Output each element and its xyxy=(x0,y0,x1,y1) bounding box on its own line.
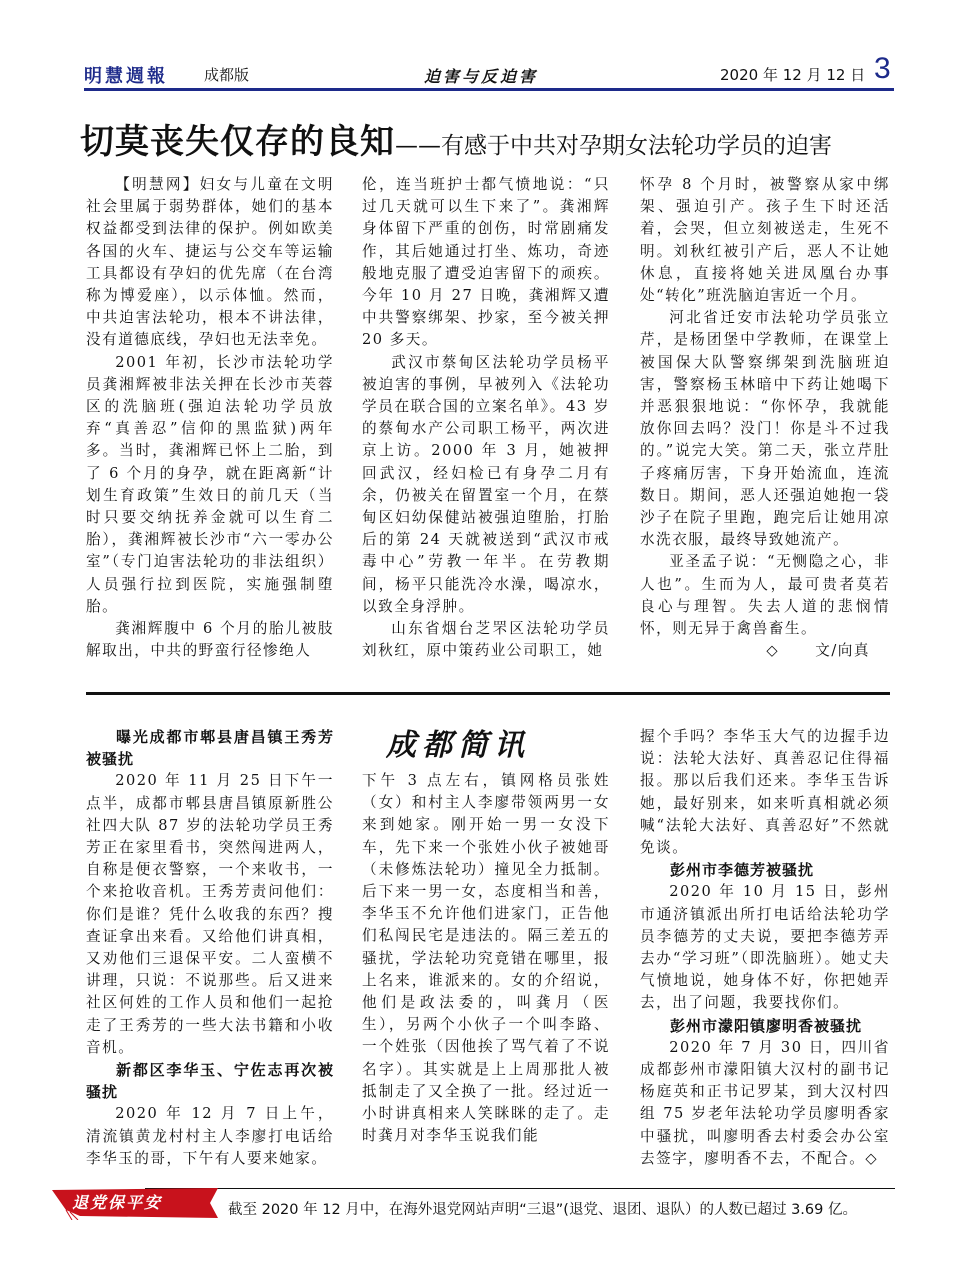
briefs-title: 成都简讯 xyxy=(386,728,530,763)
issue-date: 2020 年 12 月 12 日 xyxy=(720,66,866,84)
story-heading: 曝光成都市郫县唐昌镇王秀芳被骚扰 xyxy=(86,728,334,769)
headline-main: 切莫丧失仅存的良知 xyxy=(80,122,395,162)
article-paragraph: 怀孕 8 个月时，被警察从家中绑架、强迫引产。孩子生下时还活着，会哭，但立刻被送走，生死不明。刘秋红被引产后，恶人不让她休息，直接将她关进凤凰台办事处“转化”班洗脑迫害近一个月。 xyxy=(640,176,890,305)
article-paragraph: 【明慧网】妇女与儿童在文明社会里属于弱势群体，她们的基本权益都受到法律的保护。例如欧美各国的火车、捷运与公交车等运输工具都设有孕妇的优先席（在台湾称为博爱座），以示体恤。然而，中共迫害法轮功，根本不讲法律，没有道德底线，孕妇也无法幸免。 xyxy=(86,176,334,349)
article-paragraph: 伦，连当班护士都气愤地说：“只过几天就可以生下来了”。龚湘辉身体留下严重的创伤，时常剧痛发作，其后她通过打坐、炼功，奇迹般地克服了遭受迫害留下的顽疾。今年 10 月 27 日晚，龚湘辉又遭中共警察绑架、抄家，至今被关押 20 多天。 xyxy=(362,176,610,349)
end-mark-icon: ◇ xyxy=(766,642,780,660)
article-signature xyxy=(640,640,890,662)
story-heading: 彭州市李德芳被骚扰 xyxy=(670,861,815,880)
headline xyxy=(80,114,900,163)
edition-label: 成都版 xyxy=(204,66,250,84)
story-body: 2020 年 7 月 30 日，四川省成都彭州市濛阳镇大汉村的副书记杨庭英和正书记罗某，到大汉村四组 75 岁老年法轮功学员廖明香家中骚扰，叫廖明香去村委会办公室去签字，廖明香不去，不配合。◇ xyxy=(640,1038,890,1167)
briefs-column-2 xyxy=(362,770,610,1147)
footer-rule xyxy=(145,1188,895,1189)
byline: 文/向真 xyxy=(815,642,870,660)
banner-label: 退党保平安 xyxy=(72,1193,163,1212)
article-column-1 xyxy=(86,174,334,662)
newspaper-brand: 明慧週報 xyxy=(84,66,168,87)
footer-announcement: 截至 2020 年 12 月中，在海外退党网站声明“三退”(退党、退团、退队）的人数已超过 3.69 亿。 xyxy=(228,1202,857,1218)
section-divider xyxy=(86,692,890,695)
article-paragraph: 2001 年初，长沙市法轮功学员龚湘辉被非法关押在长沙市芙蓉区的洗脑班(强迫法轮功学员放弃“真善忍”信仰的黑监狱)两年多。当时，龚湘辉已怀上二胎，到了 6 个月的身孕，就在距离新“计划生育政策”生效日的前几天（当时只要交纳抚养金就可以生育二胎），龚湘辉被长沙市“六一零办公室”（专门迫害法轮功的非法组织）人员强行拉到医院，实施强制堕胎。 xyxy=(86,353,334,615)
masthead-rule xyxy=(84,88,894,91)
article-paragraph: 山东省烟台芝罘区法轮功学员刘秋红，原中策药业公司职工，她 xyxy=(362,620,610,660)
story-body: 2020 年 10 月 15 日，彭州市通济镇派出所打电话给法轮功学员李德芳的丈夫说，要把李德芳弄去办“学习班”（即洗脑班）。她丈夫气愤地说，她身体不好，你把她弄去，出了问题，我要找你们。 xyxy=(640,883,890,1012)
story-body: 下午 3 点左右，镇网格员张姓（女）和村主人李廖带领两男一女来到她家。刚开始一男一女没下车，先下来一个张姓小伙子被她哥（未修炼法轮功）撞见全力抵制。后下来一男一女，态度相当和善，李华玉不允许他们进家门，正告他们私闯民宅是违法的。隔三差五的骚扰，学法轮功究竟错在哪里，报上名来，谁派来的。女的介绍说，他们是政法委的，叫龚月（医生），另两个小伙子一个叫李路、一个姓张（因他挨了骂气着了不说名字）。其实就是上上周那批人被抵制走了又全换了一批。经过近一小时讲真相来人笑眯眯的走了。走时龚月对李华玉说我们能 xyxy=(362,772,610,1145)
story-body: 握个手吗？李华玉大气的边握手边说：法轮大法好、真善忍记住得福报。那以后我们还来。李华玉告诉她，最好别来，如来听真相就必须喊“法轮大法好、真善忍好”不然就免谈。 xyxy=(640,728,890,857)
page-number: 3 xyxy=(874,52,891,85)
article-paragraph: 亚圣孟子说：“无恻隐之心，非人也”。生而为人，最可贵者莫若良心与理智。失去人道的悲悯情怀，则无异于禽兽畜生。 xyxy=(640,553,890,638)
article-paragraph: 河北省迁安市法轮功学员张立芹，是杨团堡中学教师，在课堂上被国保大队警察绑架到洗脑班迫害，警察杨玉林暗中下药让她喝下并恶狠狠地说：“你怀孕，我就能放你回去吗？没门！你是斗不过我的。”说完大笑。第二天，张立芹肚子疼痛厉害，下身开始流血，连流数日。期间，恶人还强迫她抱一袋沙子在院子里跑，跑完后让她用凉水洗衣服，最终导致她流产。 xyxy=(640,309,890,549)
headline-subtitle: ——有感于中共对孕期女法轮功学员的迫害 xyxy=(395,133,832,159)
article-column-2 xyxy=(362,174,610,662)
article-paragraph: 武汉市蔡甸区法轮功学员杨平被迫害的事例，早被列入《法轮功学员在联合国的立案名单》。43 岁的蔡甸水产公司职工杨平，两次进京上访。2000 年 3 月，她被押回武汉，经妇检已有身孕二月有余，仍被关在留置室一个月，在蔡甸区妇幼保健站被强迫堕胎，打胎后的第 24 天就被送到“武汉市戒毒中心”劳教一年半。在劳教期间，杨平只能洗冷水澡，喝凉水，以致全身浮肿。 xyxy=(362,353,610,615)
masthead xyxy=(84,52,894,90)
briefs-column-1 xyxy=(86,726,334,1170)
article-column-3 xyxy=(640,174,890,662)
story-body: 2020 年 12 月 7 日上午，清流镇黄龙村村主人李廖打电话给李华玉的哥，下午有人要来她家。 xyxy=(86,1105,334,1167)
briefs-column-3 xyxy=(640,726,890,1170)
story-heading: 新都区李华玉、宁佐志再次被骚扰 xyxy=(86,1061,334,1102)
section-title: 迫害与反迫害 xyxy=(424,67,539,86)
story-heading: 彭州市濛阳镇廖明香被骚扰 xyxy=(670,1016,863,1035)
article-paragraph: 龚湘辉腹中 6 个月的胎儿被肢解取出，中共的野蛮行径惨绝人 xyxy=(86,620,334,660)
story-body: 2020 年 11 月 25 日下午一点半，成都市郫县唐昌镇原新胜公社四大队 87 岁的法轮功学员王秀芳正在家里看书，突然闯进两人，自称是便衣警察，一个来收书，一个来抢收音机。王秀芳责问他们：你们是谁？凭什么收我的东西？搜查证拿出来看。又给他们讲真相，又劝他们三退保平安。二人蛮横不讲理，只说：不说那些。后又进来社区何姓的工作人员和他们一起抢走了王秀芳的一些大法书籍和小收音机。 xyxy=(86,772,334,1056)
